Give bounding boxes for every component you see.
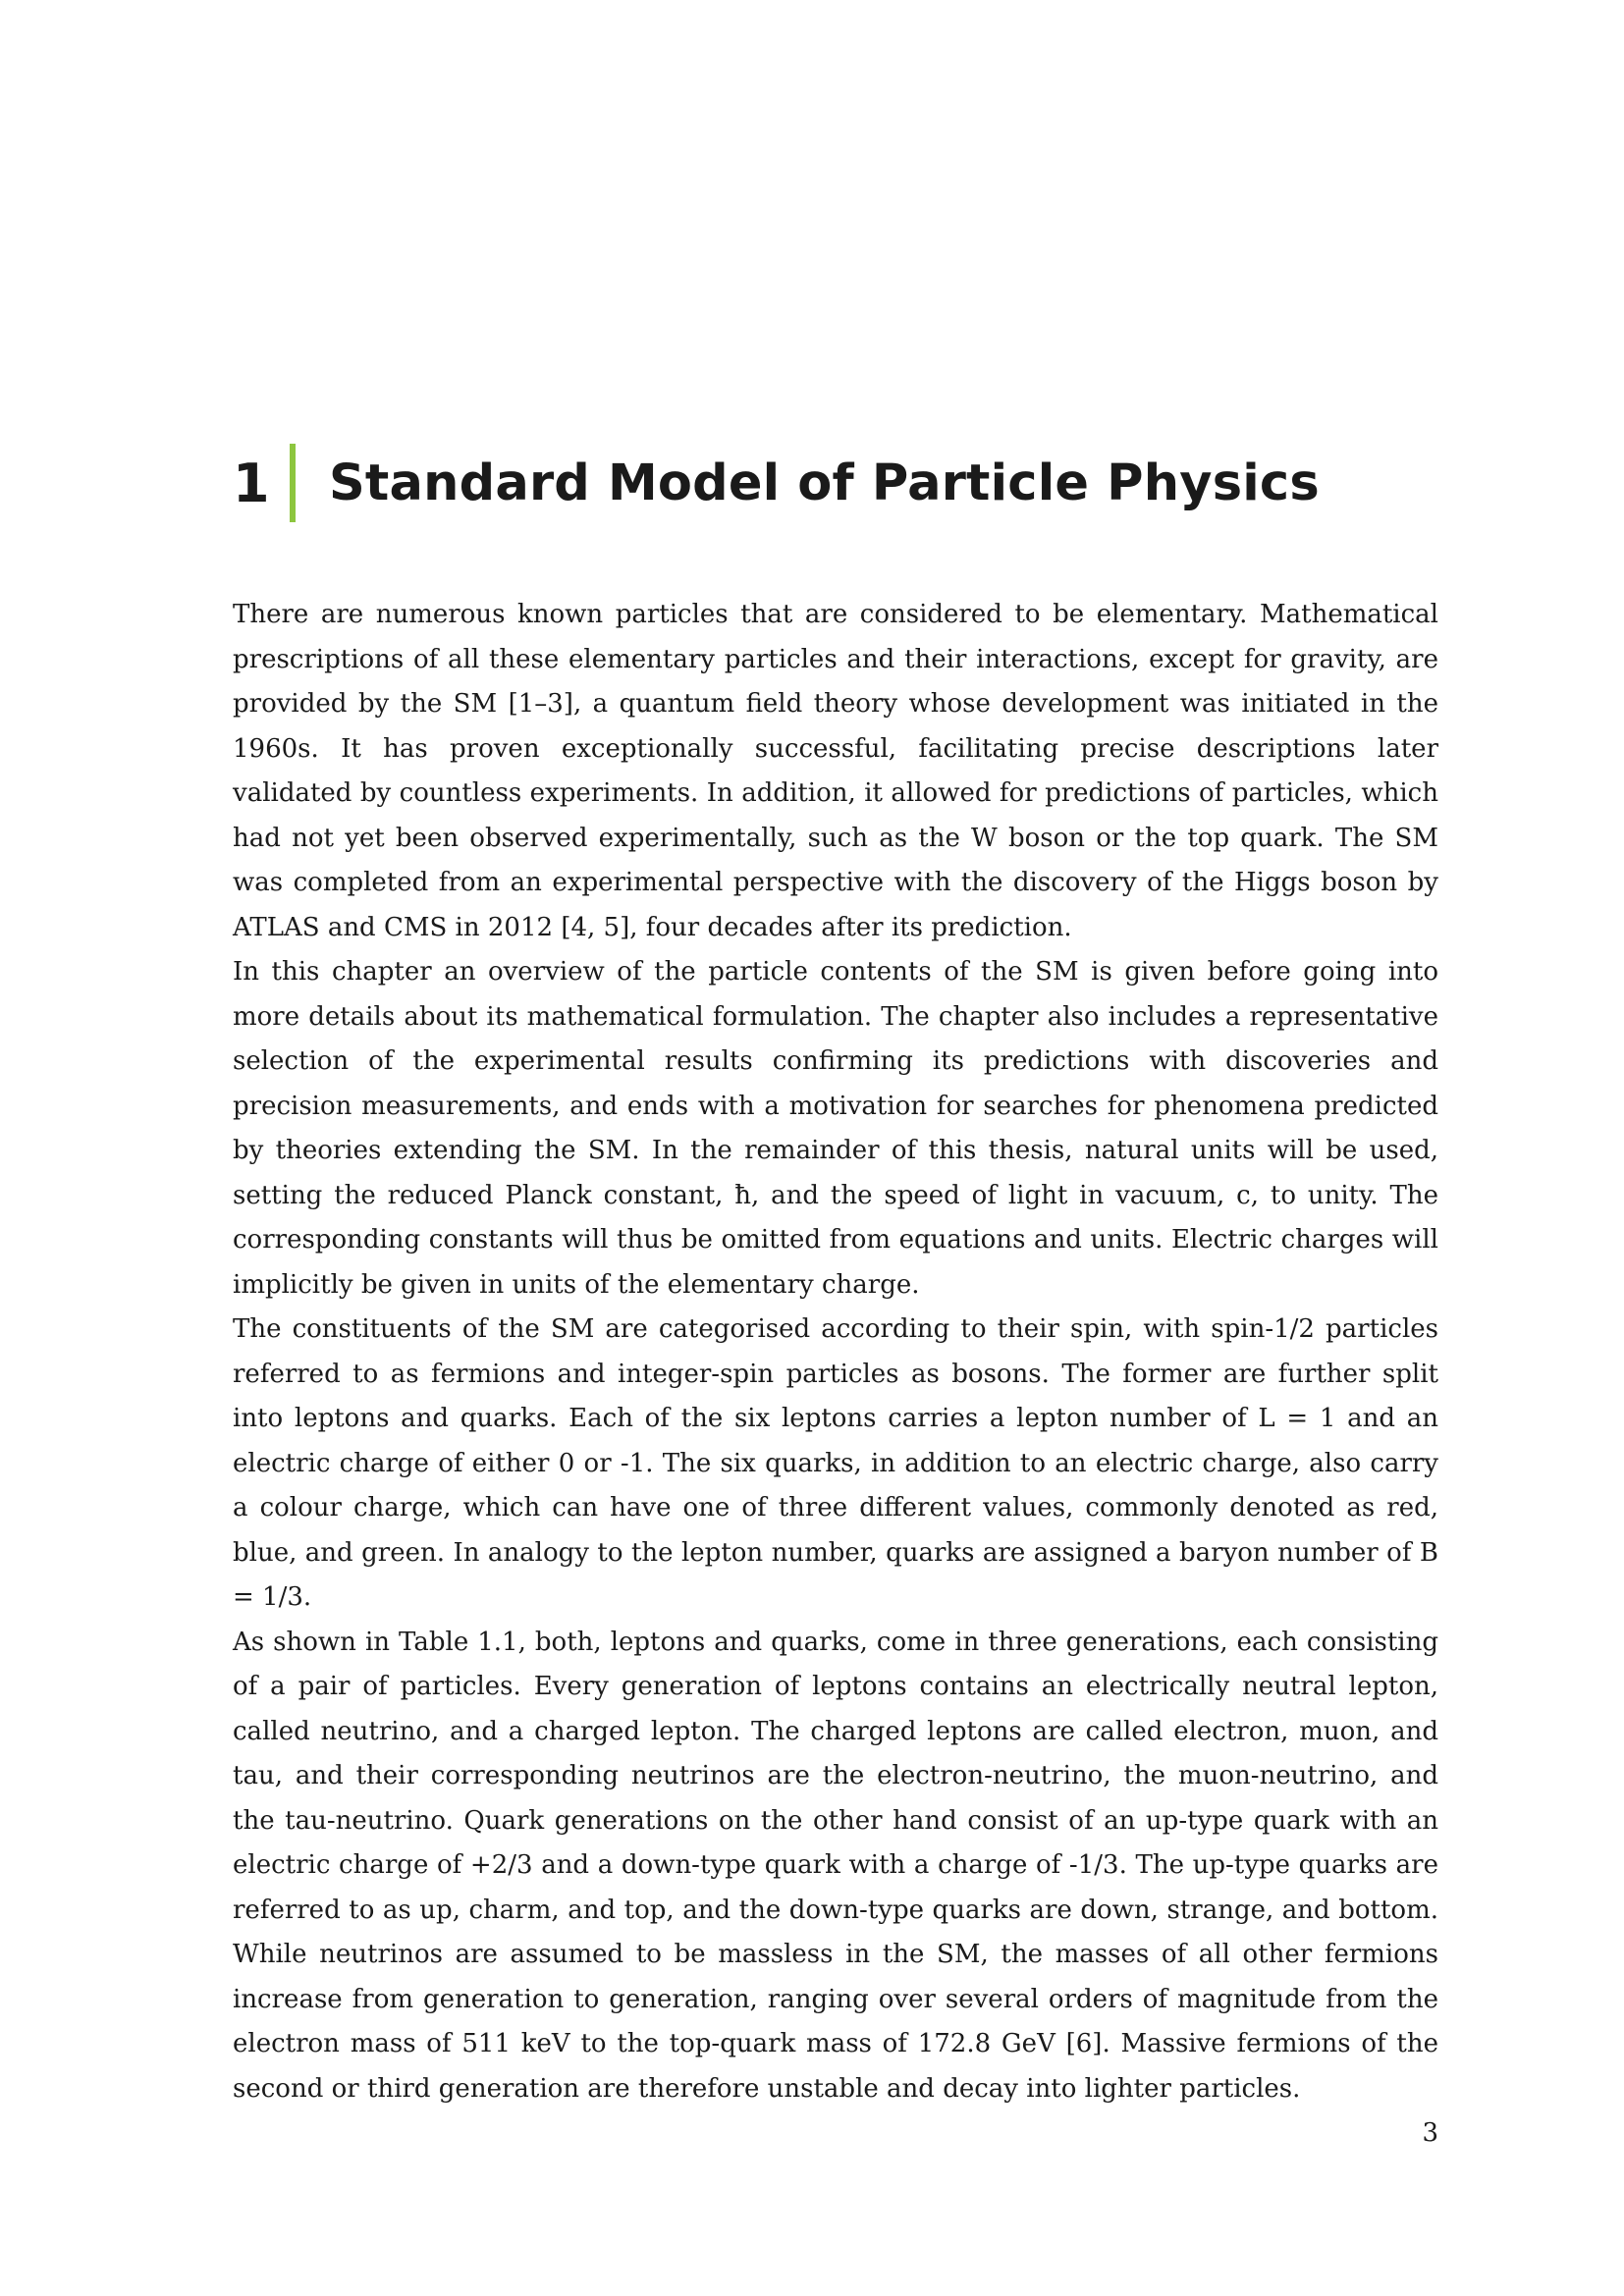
body-text [233,593,1438,2111]
chapter-heading [233,442,1320,524]
paragraph-4: As shown in Table 1.1, both, leptons and quarks, come in three generations, each consisting of a pair of particles. Every generation of leptons contains an electrically neutral lepton, called neutrino, and a charged lepton. The charged leptons are called electron, muon, and tau, and their corresponding neutrinos are the electron-neutrino, the muon-neutrino, and the tau-neutrino. Quark generations on the other hand consist of an up-type quark with an electric charge of +2/3 and a down-type quark with a charge of -1/3. The up-type quarks are referred to as up, charm, and top, and the down-type quarks are down, strange, and bottom. While neutrinos are assumed to be massless in the SM, the masses of all other fermions increase from generation to generation, ranging over several orders of magnitude from the electron mass of 511 keV to the top-quark mass of 172.8 GeV [6]. Massive fermions of the second or third generation are therefore unstable and decay into lighter particles. [233,1627,1438,2104]
chapter-accent-bar [290,444,296,522]
paragraph-1: There are numerous known particles that are considered to be elementary. Mathematical prescriptions of all these elementary particles and their interactions, except for gravity, are provided by the SM [1–3], a quantum field theory whose development was initiated in the 1960s. It has proven exceptionally successful, facilitating precise descriptions later validated by countless experiments. In addition, it allowed for predictions of particles, which had not yet been observed experimentally, such as the W boson or the top quark. The SM was completed from an experimental perspective with the discovery of the Higgs boson by ATLAS and CMS in 2012 [4, 5], four decades after its prediction. [233,600,1438,942]
chapter-number: 1 [233,452,270,514]
chapter-title: Standard Model of Particle Physics [329,454,1320,512]
paragraph-3: The constituents of the SM are categorised according to their spin, with spin-1/2 particles referred to as fermions and integer-spin particles as bosons. The former are further split into leptons and quarks. Each of the six leptons carries a lepton number of L = 1 and an electric charge of either 0 or -1. The six quarks, in addition to an electric charge, also carry a colour charge, which can have one of three different values, commonly denoted as red, blue, and green. In analogy to the lepton number, quarks are assigned a baryon number of B = 1/3. [233,1314,1438,1612]
page-number: 3 [1422,2118,1438,2148]
paragraph-2: In this chapter an overview of the particle contents of the SM is given before going into more details about its mathematical formulation. The chapter also includes a representative selection of the experimental results confirming its predictions with discoveries and precision measurements, and ends with a motivation for searches for phenomena predicted by theories extending the SM. In the remainder of this thesis, natural units will be used, setting the reduced Planck constant, ħ, and the speed of light in vacuum, c, to unity. The corresponding constants will thus be omitted from equations and units. Electric charges will implicitly be given in units of the elementary charge. [233,957,1438,1300]
